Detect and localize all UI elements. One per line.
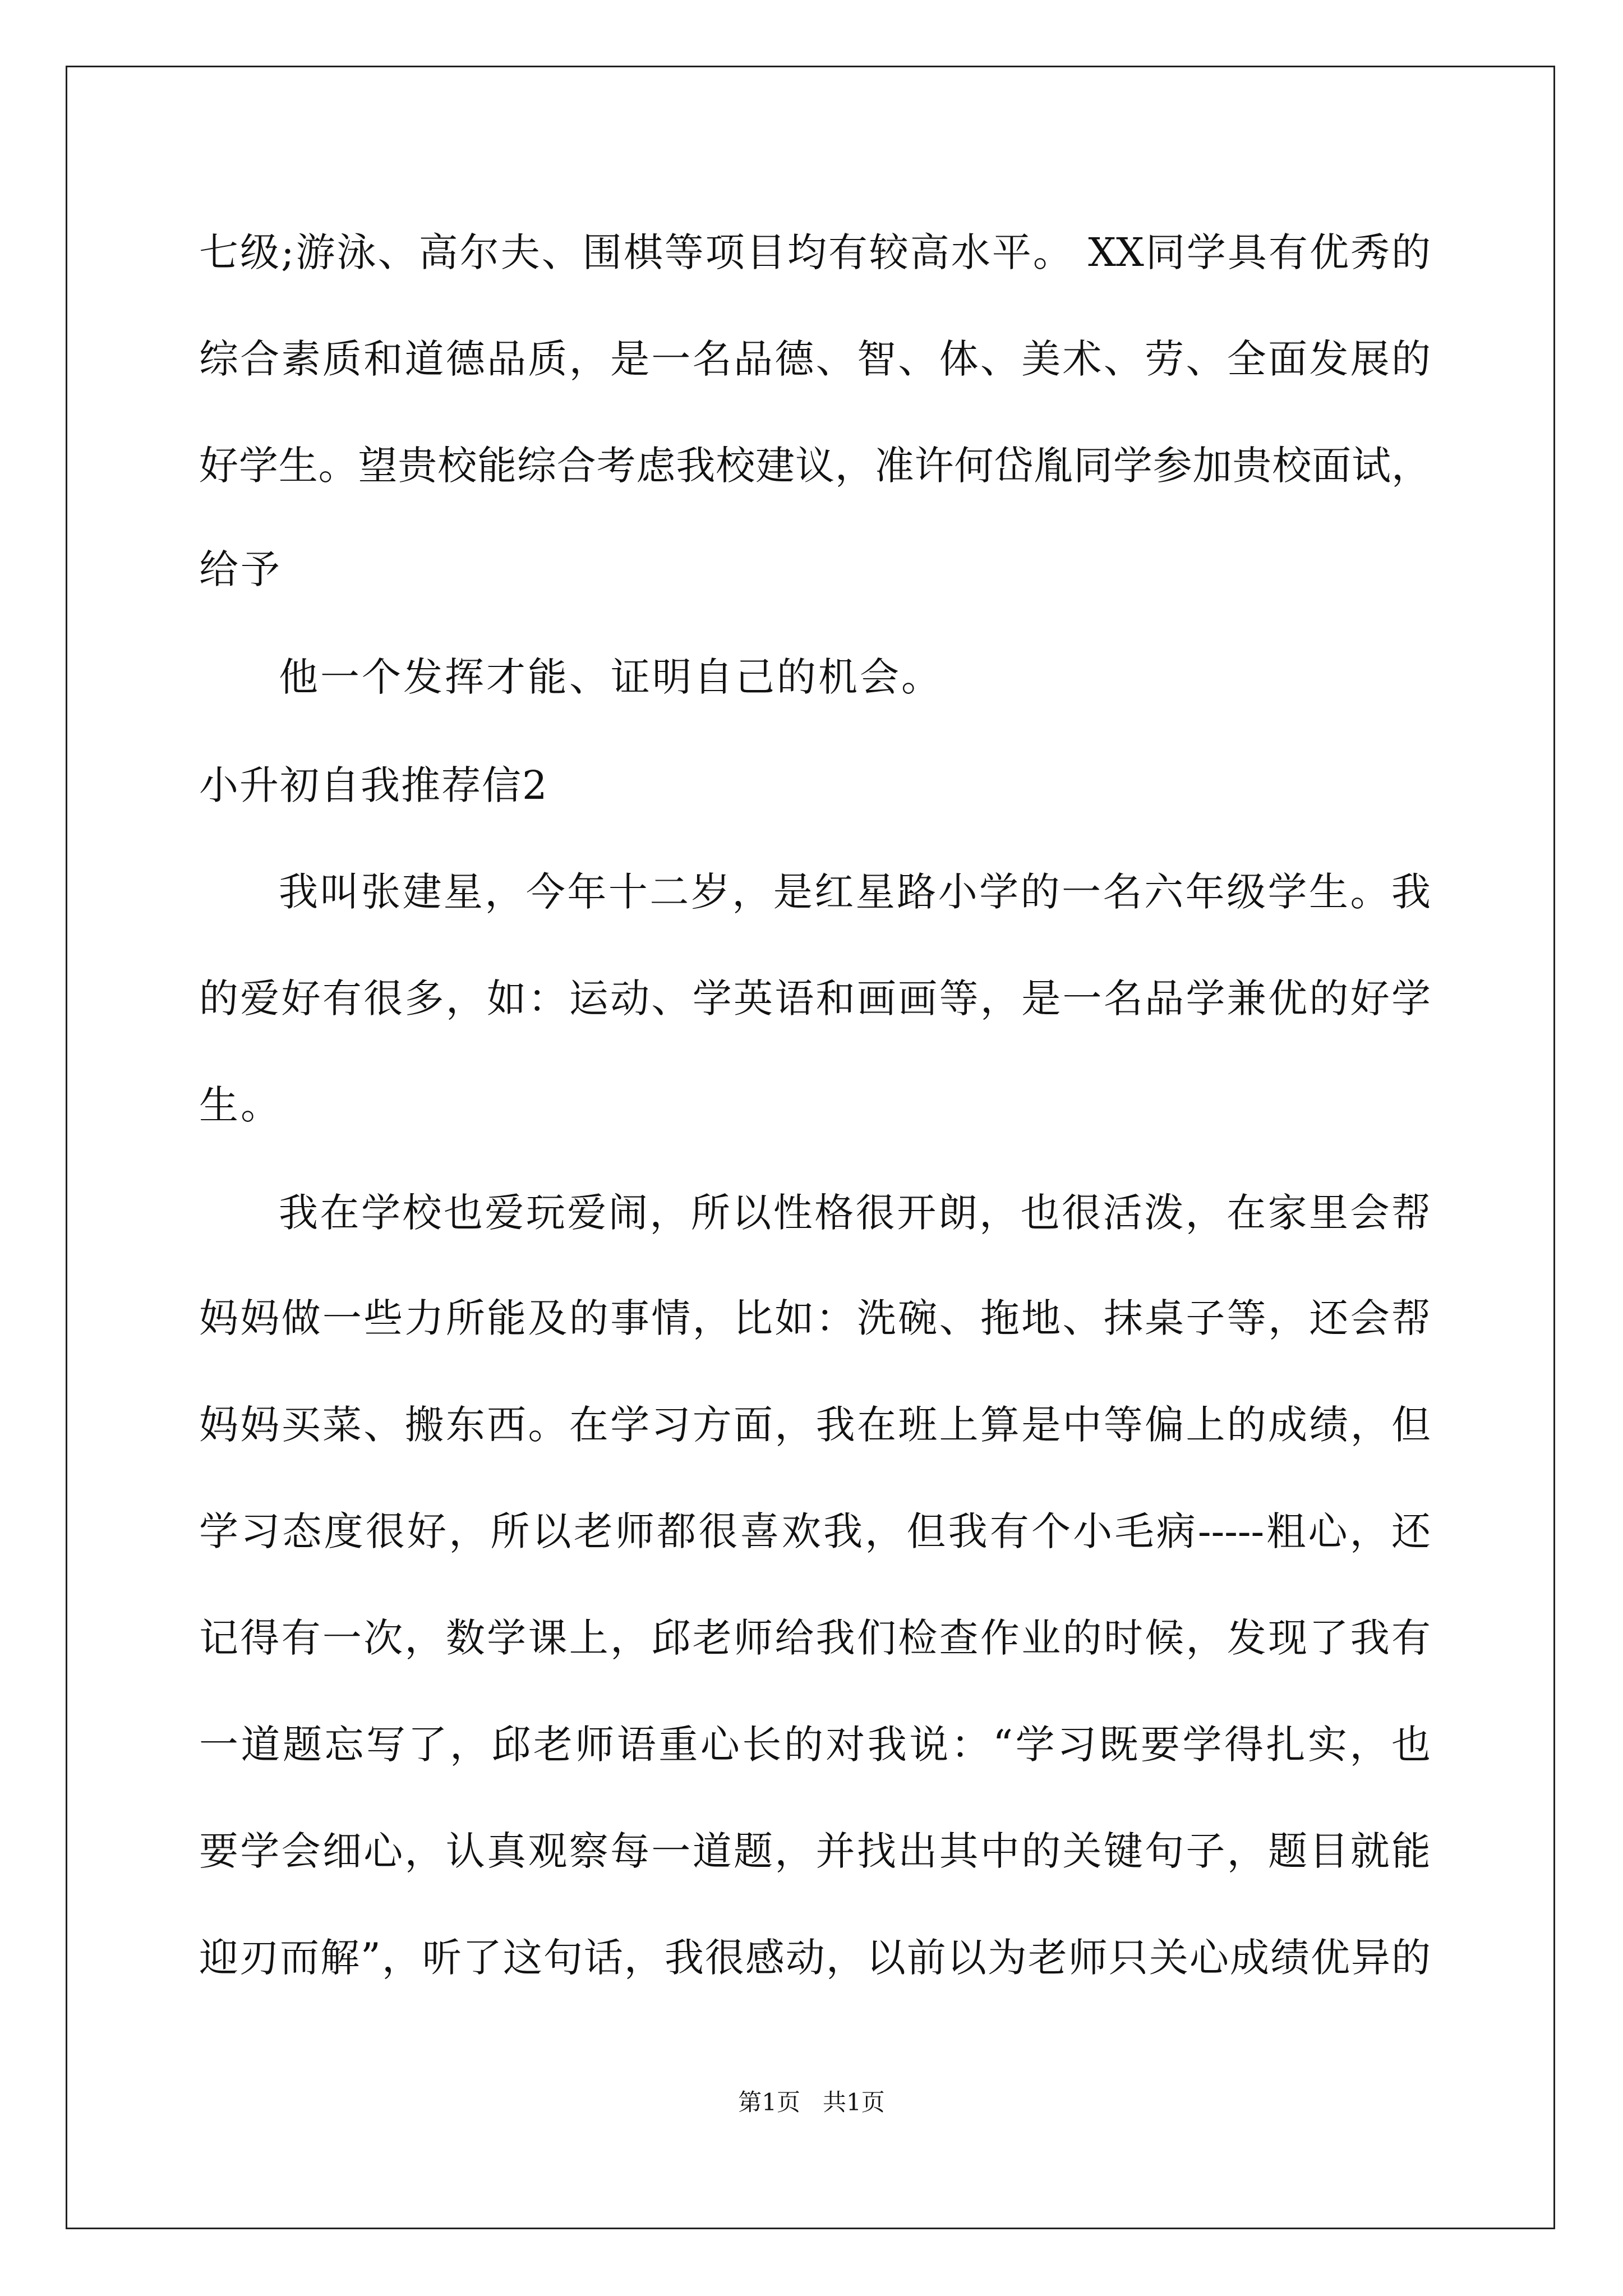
page-number-footer: 第1页 共1页 — [738, 2088, 885, 2116]
paragraph-1-line-3: 好学生。望贵校能综合考虑我校建议，准许何岱胤同学参加贵校面试， — [199, 443, 1431, 489]
paragraph-4-line-6: 一道题忘写了，邱老师语重心长的对我说：“学习既要学得扎实，也 — [199, 1722, 1431, 1768]
paragraph-3-line-3: 生。 — [199, 1082, 282, 1128]
paragraph-3-line-1: 我叫张建星，今年十二岁，是红星路小学的一名六年级学生。我 — [279, 869, 1431, 915]
page-border — [66, 66, 1555, 2229]
paragraph-1-line-2: 综合素质和道德品质，是一名品德、智、体、美术、劳、全面发展的 — [199, 336, 1431, 382]
section-heading: 小升初自我推荐信2 — [199, 762, 548, 808]
paragraph-4-line-2: 妈妈做一些力所能及的事情，比如：洗碗、拖地、抹桌子等，还会帮 — [199, 1295, 1431, 1341]
paragraph-1-line-4: 给予 — [199, 546, 282, 592]
paragraph-2-line-1: 他一个发挥才能、证明自己的机会。 — [279, 654, 943, 700]
paragraph-1-line-1: 七级;游泳、高尔夫、围棋等项目均有较高水平。 XX同学具有优秀的 — [199, 229, 1431, 275]
paragraph-3-line-2: 的爱好有很多，如：运动、学英语和画画等，是一名品学兼优的好学 — [199, 976, 1431, 1022]
paragraph-4-line-1: 我在学校也爱玩爱闹，所以性格很开朗，也很活泼，在家里会帮 — [279, 1190, 1431, 1236]
paragraph-4-line-4: 学习态度很好，所以老师都很喜欢我，但我有个小毛病-----粗心，还 — [199, 1508, 1431, 1554]
paragraph-4-line-8: 迎刃而解”，听了这句话，我很感动，以前以为老师只关心成绩优异的 — [199, 1935, 1431, 1981]
paragraph-4-line-5: 记得有一次，数学课上，邱老师给我们检查作业的时候，发现了我有 — [199, 1615, 1431, 1661]
paragraph-4-line-7: 要学会细心，认真观察每一道题，并找出其中的关键句子，题目就能 — [199, 1828, 1431, 1874]
paragraph-4-line-3: 妈妈买菜、搬东西。在学习方面，我在班上算是中等偏上的成绩，但 — [199, 1402, 1431, 1448]
